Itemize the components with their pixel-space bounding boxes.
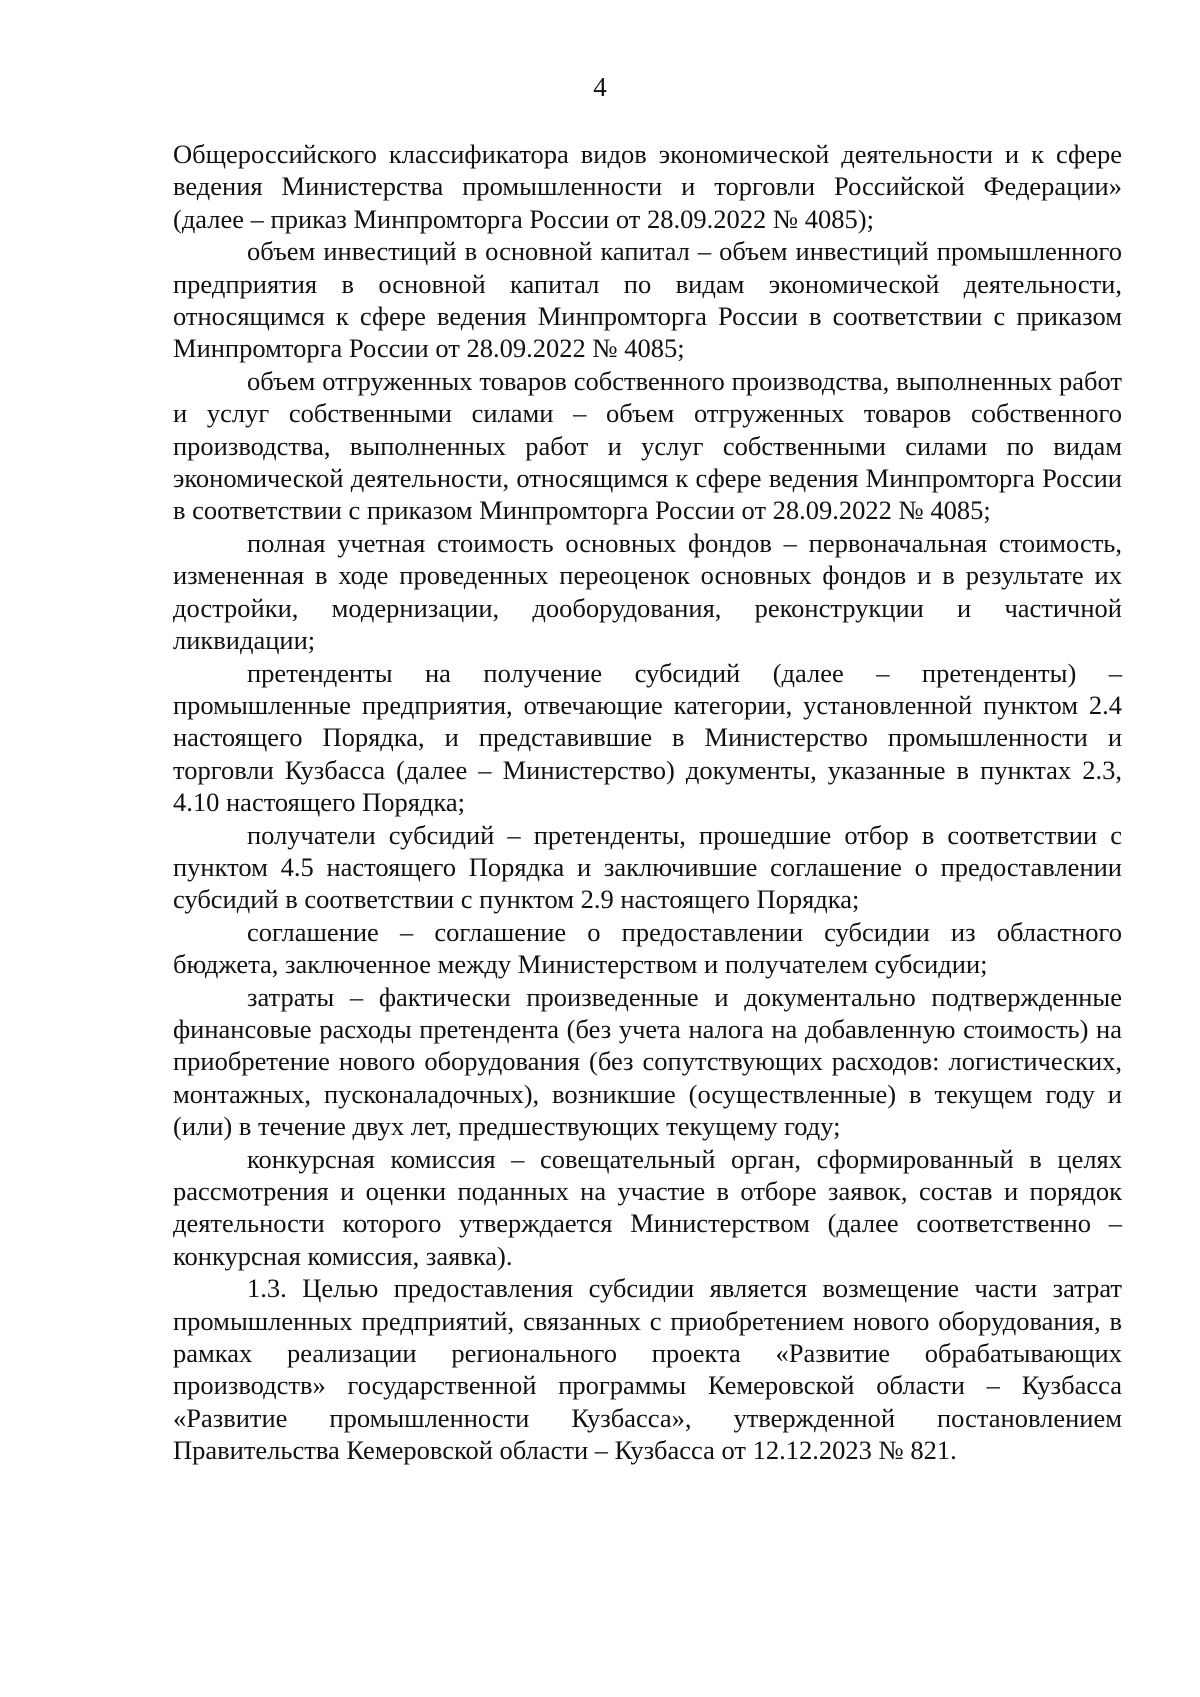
paragraph-investment-volume: объем инвестиций в основной капитал – объем инвестиций промышленного предприятия в основной капитал по видам экономической деятельности, относящимся к сфере ведения Минпромторга России в соответствии с приказом Минпромторга России от 28.09.2022 № 4085; (173, 236, 1122, 364)
document-body (173, 138, 1122, 1467)
paragraph-shipped-goods-volume: объем отгруженных товаров собственного производства, выполненных работ и услуг собственными силами – объем отгруженных товаров собственного производства, выполненных работ и услуг собственными силами по видам экономической деятельности, относящимся к сфере ведения Минпромторга России в соответствии с приказом Минпромторга России от 28.09.2022 № 4085; (173, 365, 1122, 526)
paragraph-full-book-value: полная учетная стоимость основных фондов – первоначальная стоимость, измененная в ходе проведенных переоценок основных фондов и в результате их достройки, модернизации, дооборудования, реконструкции и частичной ликвидации; (173, 527, 1122, 656)
paragraph-applicants: претенденты на получение субсидий (далее – претенденты) – промышленные предприятия, отвечающие категории, установленной пунктом 2.4 настоящего Порядка, и представившие в Министерство промышленности и торговли Кузбасса (далее – Министерство) документы, указанные в пунктах 2.3, 4.10 настоящего Порядка; (173, 657, 1122, 818)
paragraph-costs: затраты – фактически произведенные и документально подтвержденные финансовые расходы претендента (без учета налога на добавленную стоимость) на приобретение нового оборудования (без сопутствующих расходов: логистических, монтажных, пусконаладочных), возникшие (осуществленные) в текущем году и (или) в течение двух лет, предшествующих текущему году; (173, 981, 1122, 1142)
paragraph-competition-commission: конкурсная комиссия – совещательный орган, сформированный в целях рассмотрения и оценки поданных на участие в отборе заявок, состав и порядок деятельности которого утверждается Министерством (далее соответственно – конкурсная комиссия, заявка). (173, 1143, 1122, 1271)
paragraph-recipients: получатели субсидий – претенденты, прошедшие отбор в соответствии с пунктом 4.5 настоящего Порядка и заключившие соглашение о предоставлении субсидий в соответствии с пунктом 2.9 настоящего Порядка; (173, 819, 1122, 915)
paragraph-agreement: соглашение – соглашение о предоставлении субсидии из областного бюджета, заключенное между Министерством и получателем субсидии; (173, 916, 1122, 980)
paragraph-okved-continuation: Общероссийского классификатора видов экономической деятельности и к сфере ведения Министерства промышленности и торговли Российской Федерации» (далее – приказ Минпромторга России от 28.09.2022 № 4085); (173, 139, 1122, 234)
page-number: 4 (593, 72, 607, 102)
paragraph-section-1-3: 1.3. Целью предоставления субсидии является возмещение части затрат промышленных предприятий, связанных с приобретением нового оборудования, в рамках реализации регионального проекта «Развитие обрабатывающих производств» государственной программы Кемеровской области – Кузбасса «Развитие промышленности Кузбасса», утвержденной постановлением Правительства Кемеровской области – Кузбасса от 12.12.2023 № 821. (173, 1273, 1122, 1466)
